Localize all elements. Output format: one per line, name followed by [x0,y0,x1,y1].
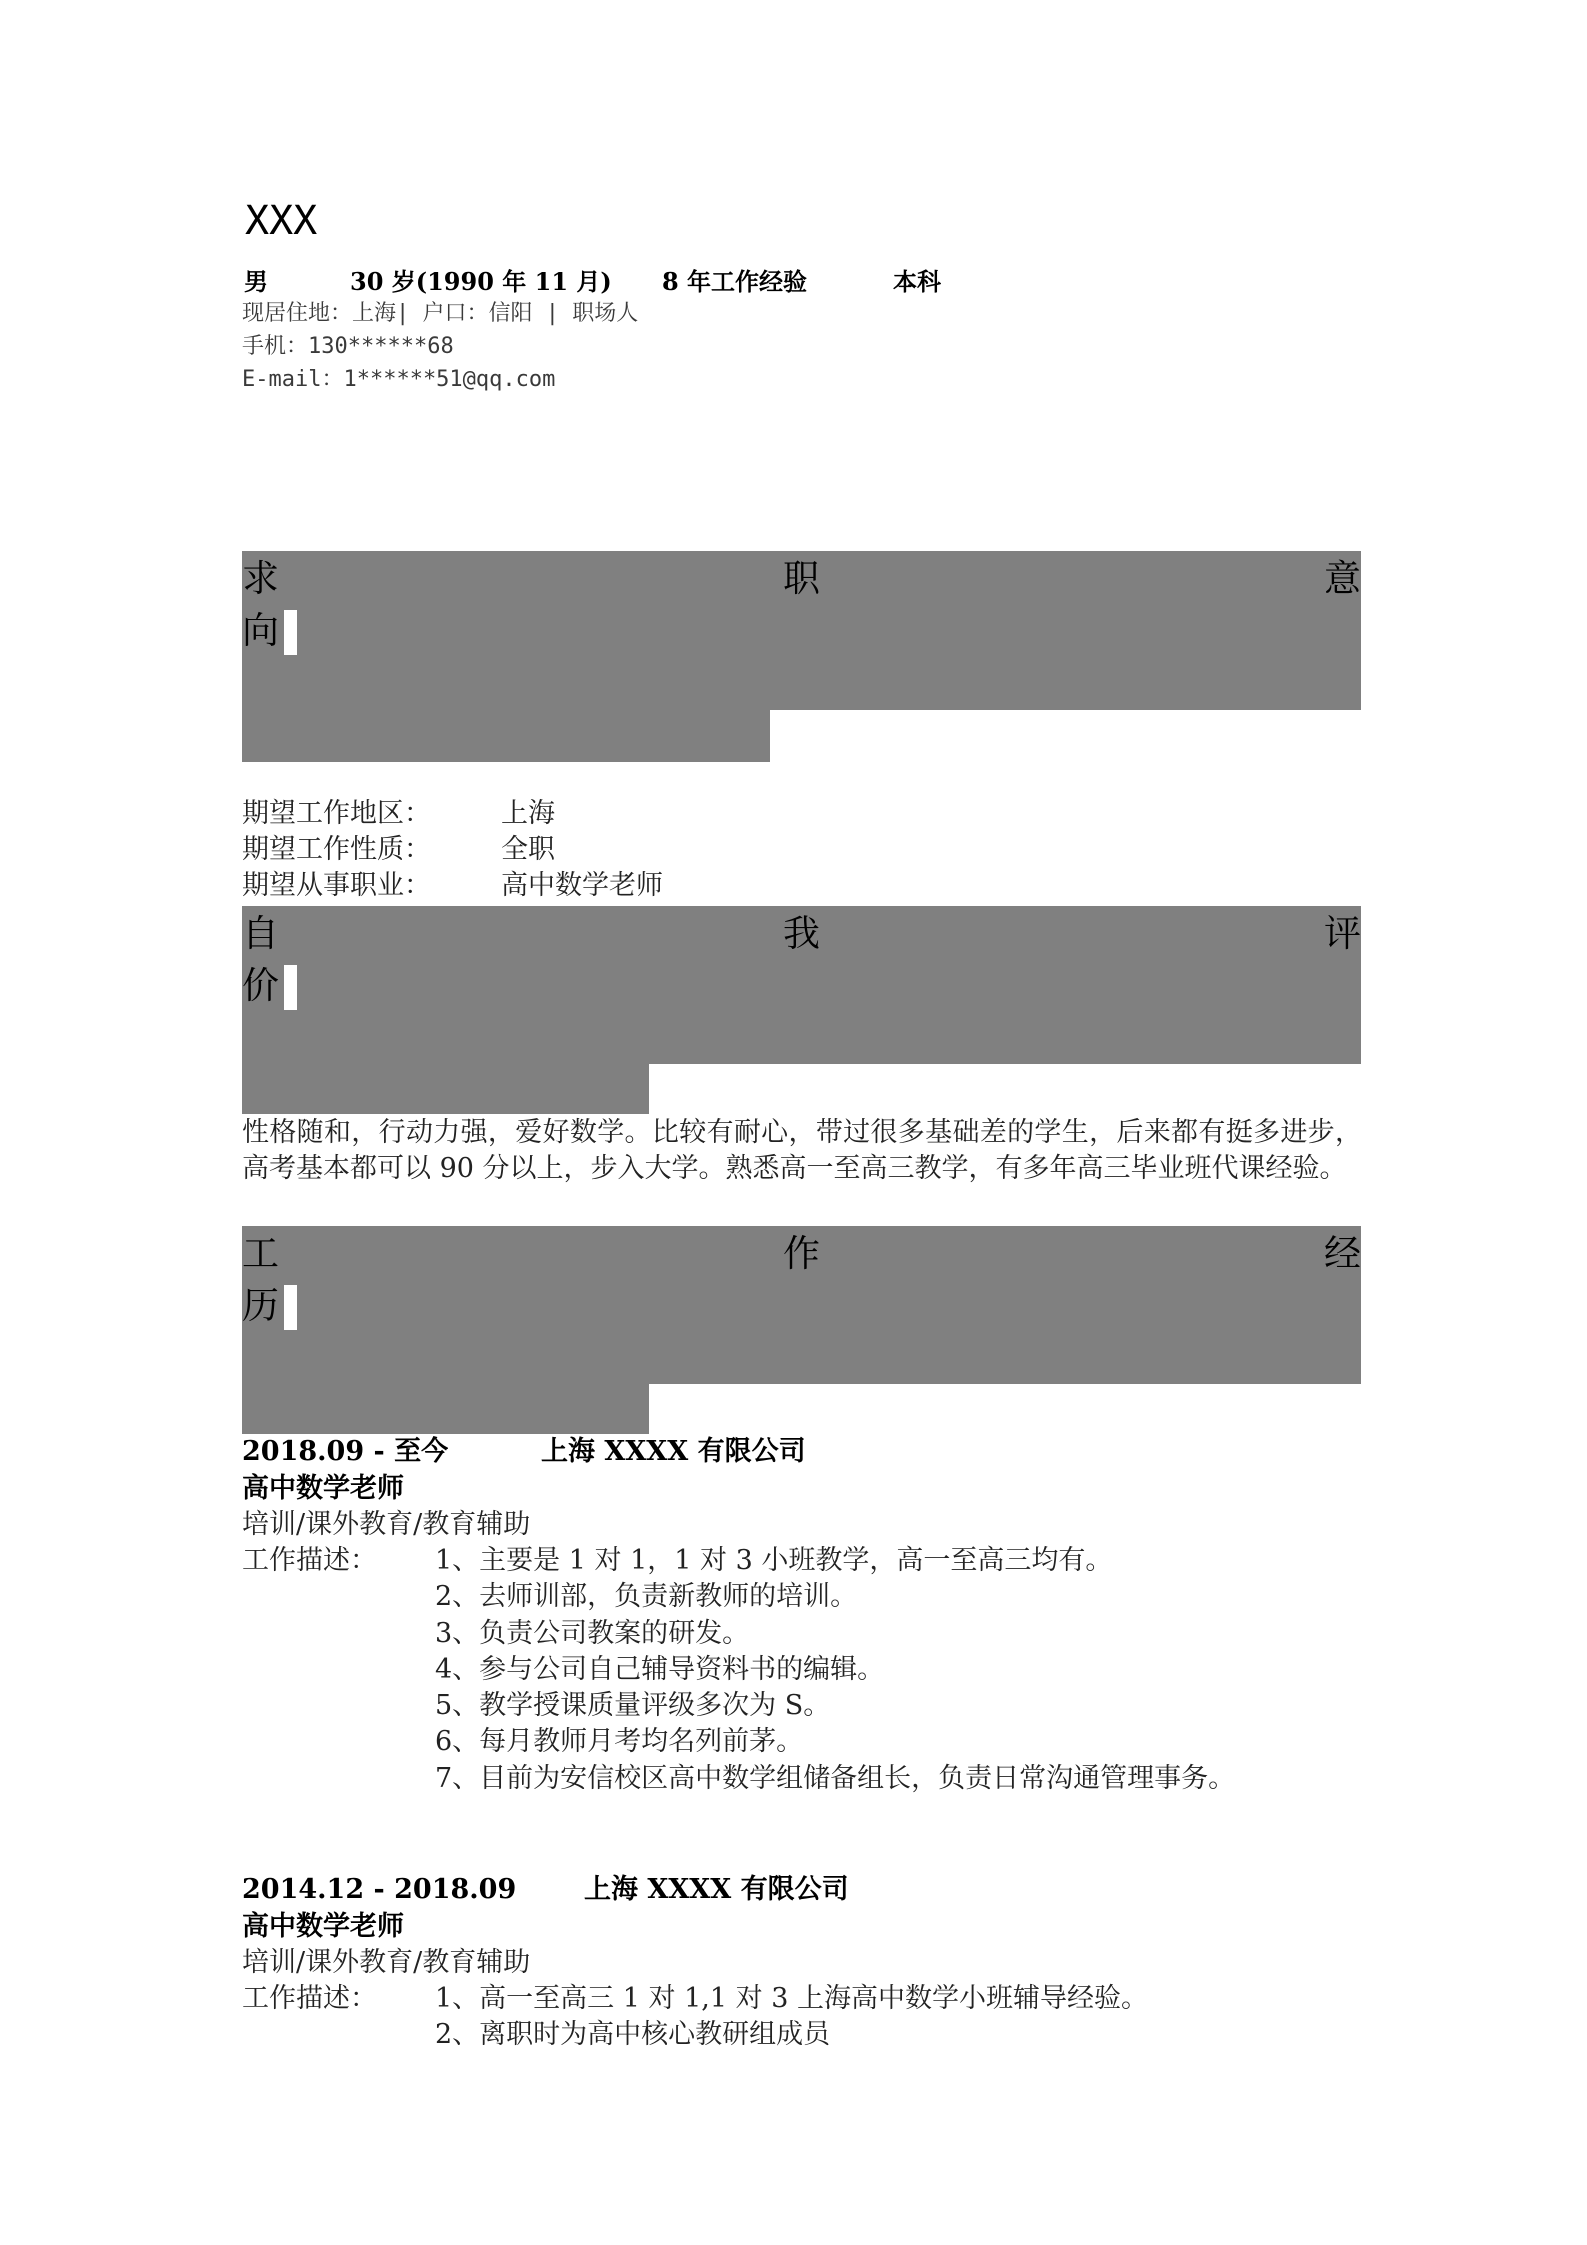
intent-label-position: 期望从事职业： [242,870,431,901]
phone-line: 手机：130******68 [242,334,454,359]
job-2-desc-label: 工作描述： [242,1983,377,2014]
section-title-work-char-3: 经 [1324,1232,1361,1275]
section-title-intent-char-4: 向 [242,609,279,652]
text-cursor-marker [284,1285,297,1330]
gender: 男 [244,267,268,296]
section-bar-self-eval-tail [242,1062,649,1114]
residence-line: 现居住地：上海| 户口：信阳 | 职场人 [242,301,639,326]
job-1-title: 高中数学老师 [242,1473,404,1504]
section-title-self-eval-char-3: 评 [1324,912,1361,955]
text-cursor-marker [284,965,297,1010]
list-item: 5、教学授课质量评级多次为 S。 [435,1690,831,1722]
intent-value-position: 高中数学老师 [501,870,663,901]
job-1-desc-label: 工作描述： [242,1545,377,1576]
email-line: E-mail：1******51@qq.com [242,367,556,392]
list-item: 1、高一至高三 1 对 1,1 对 3 上海高中数学小班辅导经验。 [435,1983,1148,2014]
text-cursor-marker [284,610,297,655]
section-title-work-char-1: 工 [242,1232,279,1275]
work-experience: 8 年工作经验 [662,267,808,296]
section-title-work-char-2: 作 [783,1232,820,1275]
job-2-duty-list [435,1981,1148,2054]
intent-value-location: 上海 [501,798,555,829]
job-1-period: 2018.09 - 至今 [242,1436,449,1467]
job-2-company: 上海 XXXX 有限公司 [584,1874,849,1905]
intent-label-location: 期望工作地区： [242,798,431,829]
self-evaluation-text: 性格随和，行动力强，爱好数学。比较有耐心，带过很多基础差的学生，后来都有挺多进步，高考基本都可以 90 分以上，步入大学。熟悉高一至高三教学，有多年高三毕业班代课经验。 [242,1117,1362,1184]
intent-label-type: 期望工作性质： [242,834,431,865]
section-bar-work-tail [242,1382,649,1434]
job-1-industry: 培训/课外教育/教育辅助 [242,1509,531,1540]
candidate-name: XXX [245,198,318,244]
section-title-self-eval-char-2: 我 [783,912,820,955]
list-item: 1、主要是 1 对 1，1 对 3 小班教学，高一至高三均有。 [435,1545,1113,1576]
section-title-intent-char-2: 职 [783,557,820,600]
job-2-period: 2014.12 - 2018.09 [242,1874,517,1905]
intent-value-type: 全职 [501,834,555,865]
job-1-company: 上海 XXXX 有限公司 [541,1436,806,1467]
job-2-industry: 培训/课外教育/教育辅助 [242,1947,531,1978]
section-title-self-eval-char-4: 价 [242,964,279,1007]
job-2-title: 高中数学老师 [242,1911,404,1942]
section-bar-intent-tail [242,708,770,762]
section-title-intent-char-3: 意 [1324,557,1361,600]
list-item: 4、参与公司自己辅导资料书的编辑。 [435,1653,885,1685]
list-item: 2、离职时为高中核心教研组成员 [435,2019,831,2051]
education: 本科 [893,267,941,296]
section-title-intent-char-1: 求 [242,557,279,600]
job-1-duty-list [435,1543,1235,1797]
list-item: 6、每月教师月考均名列前茅。 [435,1726,804,1758]
section-title-self-eval-char-1: 自 [242,912,279,955]
list-item: 7、目前为安信校区高中数学组储备组长，负责日常沟通管理事务。 [435,1762,1236,1794]
list-item: 3、负责公司教案的研发。 [435,1617,750,1649]
list-item: 2、去师训部，负责新教师的培训。 [435,1581,858,1613]
age: 30 岁(1990 年 11 月) [350,267,612,296]
section-title-work-char-4: 历 [242,1284,279,1327]
